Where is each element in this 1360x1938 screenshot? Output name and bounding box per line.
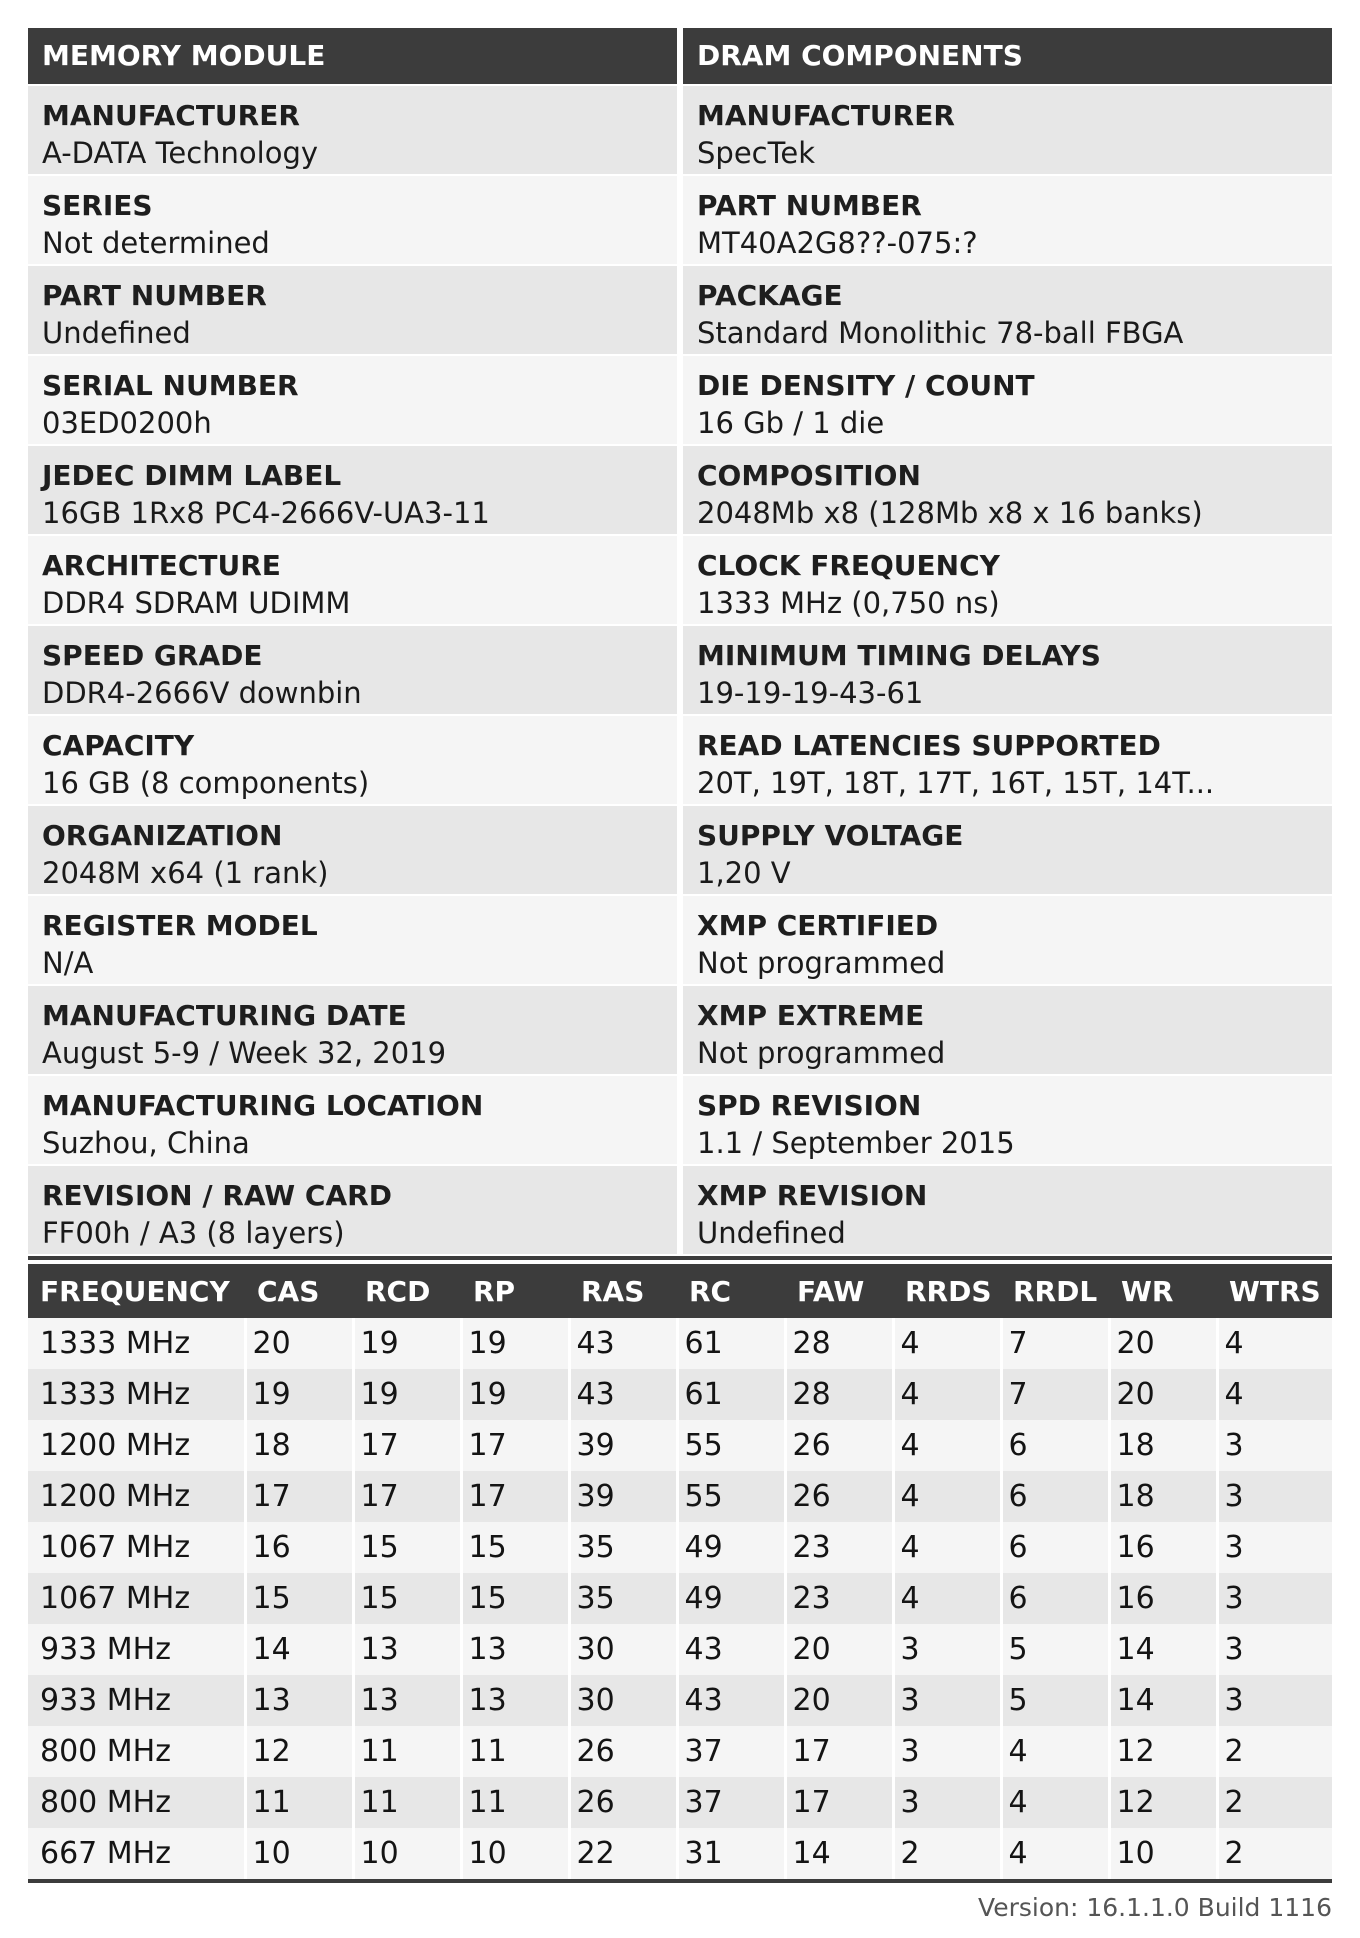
table-cell-wtrs: 3: [1217, 1675, 1332, 1726]
table-cell-frequency: 667 MHz: [28, 1828, 245, 1879]
table-cell-rc: 61: [677, 1369, 785, 1420]
dram-row-composition: [683, 444, 1332, 534]
table-cell-wr: 16: [1109, 1522, 1217, 1573]
field-value: 16 GB (8 components): [42, 766, 370, 800]
field-label: SERIAL NUMBER: [42, 369, 299, 402]
dram-row-xmp-certified: [683, 894, 1332, 984]
table-cell-rcd: 19: [353, 1318, 461, 1369]
timing-header-row: [28, 1264, 1332, 1318]
memory-module-row-speed-grade: [28, 624, 677, 714]
table-cell-wr: 18: [1109, 1420, 1217, 1471]
table-cell-cas: 13: [245, 1675, 353, 1726]
info-panels: [28, 28, 1332, 1254]
table-cell-frequency: 933 MHz: [28, 1624, 245, 1675]
table-cell-rrdl: 4: [1001, 1726, 1109, 1777]
table-cell-wtrs: 3: [1217, 1624, 1332, 1675]
table-cell-faw: 14: [785, 1828, 893, 1879]
table-cell-rc: 31: [677, 1828, 785, 1879]
field-value: 16 Gb / 1 die: [697, 406, 885, 440]
dram-row-xmp-extreme: [683, 984, 1332, 1074]
column-header-frequency: FREQUENCY: [28, 1264, 245, 1318]
dram-row-minimum-timing-delays: [683, 624, 1332, 714]
table-cell-wtrs: 2: [1217, 1828, 1332, 1879]
table-cell-frequency: 800 MHz: [28, 1777, 245, 1828]
table-row: [28, 1675, 1332, 1726]
dram-row-spd-revision: [683, 1074, 1332, 1164]
timing-table: [28, 1264, 1332, 1879]
table-row: [28, 1828, 1332, 1879]
field-label: XMP REVISION: [697, 1179, 928, 1212]
field-label: MANUFACTURING LOCATION: [42, 1089, 484, 1122]
field-label: SPD REVISION: [697, 1089, 922, 1122]
field-value: 20T, 19T, 18T, 17T, 16T, 15T, 14T...: [697, 766, 1215, 800]
table-cell-frequency: 1200 MHz: [28, 1471, 245, 1522]
table-cell-rp: 13: [461, 1624, 569, 1675]
table-cell-rcd: 13: [353, 1675, 461, 1726]
field-label: CAPACITY: [42, 729, 195, 762]
table-cell-wr: 12: [1109, 1726, 1217, 1777]
column-header-rcd: RCD: [353, 1264, 461, 1318]
column-header-rrdl: RRDL: [1001, 1264, 1109, 1318]
table-cell-rrds: 4: [893, 1369, 1001, 1420]
table-cell-frequency: 1333 MHz: [28, 1318, 245, 1369]
table-cell-wr: 18: [1109, 1471, 1217, 1522]
field-label: XMP EXTREME: [697, 999, 925, 1032]
spd-report: [28, 28, 1332, 1922]
field-label: MANUFACTURING DATE: [42, 999, 407, 1032]
dram-row-xmp-revision: [683, 1164, 1332, 1254]
dram-row-package: [683, 264, 1332, 354]
field-label: XMP CERTIFIED: [697, 909, 939, 942]
table-cell-faw: 17: [785, 1726, 893, 1777]
field-value: N/A: [42, 946, 94, 980]
table-cell-rrdl: 4: [1001, 1828, 1109, 1879]
table-row: [28, 1471, 1332, 1522]
table-cell-wtrs: 2: [1217, 1726, 1332, 1777]
field-value: Suzhou, China: [42, 1126, 250, 1160]
table-cell-ras: 30: [569, 1675, 677, 1726]
column-header-faw: FAW: [785, 1264, 893, 1318]
field-label: DIE DENSITY / COUNT: [697, 369, 1035, 402]
memory-module-row-jedec-dimm-label: [28, 444, 677, 534]
field-label: JEDEC DIMM LABEL: [42, 459, 342, 492]
table-cell-cas: 15: [245, 1573, 353, 1624]
table-cell-faw: 17: [785, 1777, 893, 1828]
table-cell-rcd: 15: [353, 1522, 461, 1573]
section-divider: [28, 1256, 1332, 1260]
memory-module-row-architecture: [28, 534, 677, 624]
table-cell-faw: 23: [785, 1573, 893, 1624]
column-header-cas: CAS: [245, 1264, 353, 1318]
table-cell-cas: 20: [245, 1318, 353, 1369]
memory-module-row-manufacturing-location: [28, 1074, 677, 1164]
table-cell-ras: 39: [569, 1471, 677, 1522]
field-value: 1333 MHz (0,750 ns): [697, 586, 1000, 620]
table-cell-rcd: 11: [353, 1777, 461, 1828]
table-cell-wr: 20: [1109, 1369, 1217, 1420]
table-cell-cas: 19: [245, 1369, 353, 1420]
table-row: [28, 1318, 1332, 1369]
field-value: 1.1 / September 2015: [697, 1126, 1015, 1160]
dram-row-part-number: [683, 174, 1332, 264]
table-cell-rp: 15: [461, 1573, 569, 1624]
field-label: SUPPLY VOLTAGE: [697, 819, 964, 852]
table-row: [28, 1522, 1332, 1573]
table-cell-faw: 26: [785, 1471, 893, 1522]
table-cell-rrds: 4: [893, 1420, 1001, 1471]
memory-module-row-part-number: [28, 264, 677, 354]
table-row: [28, 1777, 1332, 1828]
field-label: ORGANIZATION: [42, 819, 283, 852]
table-cell-cas: 16: [245, 1522, 353, 1573]
table-cell-ras: 30: [569, 1624, 677, 1675]
table-cell-rrds: 3: [893, 1675, 1001, 1726]
table-cell-rc: 49: [677, 1573, 785, 1624]
dram-row-clock-frequency: [683, 534, 1332, 624]
table-cell-wtrs: 3: [1217, 1522, 1332, 1573]
table-cell-rrdl: 6: [1001, 1522, 1109, 1573]
table-row: [28, 1726, 1332, 1777]
table-cell-rrdl: 7: [1001, 1318, 1109, 1369]
table-cell-wtrs: 3: [1217, 1420, 1332, 1471]
table-cell-rc: 43: [677, 1624, 785, 1675]
table-cell-rcd: 15: [353, 1573, 461, 1624]
field-value: Undefined: [697, 1216, 846, 1250]
memory-module-row-series: [28, 174, 677, 264]
dram-row-die-density-count: [683, 354, 1332, 444]
field-label: ARCHITECTURE: [42, 549, 281, 582]
table-cell-rcd: 17: [353, 1471, 461, 1522]
table-cell-ras: 26: [569, 1777, 677, 1828]
table-cell-cas: 11: [245, 1777, 353, 1828]
field-value: Not programmed: [697, 1036, 946, 1070]
table-cell-rp: 10: [461, 1828, 569, 1879]
field-label: MANUFACTURER: [697, 99, 955, 132]
version-label: Version: 16.1.1.0 Build 1116: [978, 1893, 1332, 1922]
table-cell-rrdl: 6: [1001, 1471, 1109, 1522]
table-cell-cas: 12: [245, 1726, 353, 1777]
column-header-ras: RAS: [569, 1264, 677, 1318]
table-cell-frequency: 1067 MHz: [28, 1573, 245, 1624]
table-cell-rrdl: 6: [1001, 1573, 1109, 1624]
table-cell-wtrs: 4: [1217, 1318, 1332, 1369]
memory-module-row-register-model: [28, 894, 677, 984]
table-cell-rcd: 10: [353, 1828, 461, 1879]
table-cell-rrdl: 5: [1001, 1675, 1109, 1726]
table-cell-rrds: 3: [893, 1726, 1001, 1777]
table-cell-rc: 49: [677, 1522, 785, 1573]
table-cell-ras: 39: [569, 1420, 677, 1471]
field-label: REVISION / RAW CARD: [42, 1179, 392, 1212]
table-cell-rrds: 4: [893, 1318, 1001, 1369]
table-row: [28, 1420, 1332, 1471]
memory-module-header: MEMORY MODULE: [28, 28, 677, 84]
field-value: Not determined: [42, 226, 270, 260]
field-label: COMPOSITION: [697, 459, 921, 492]
table-cell-rcd: 17: [353, 1420, 461, 1471]
field-value: 2048Mb x8 (128Mb x8 x 16 banks): [697, 496, 1203, 530]
table-cell-faw: 23: [785, 1522, 893, 1573]
table-cell-rrds: 2: [893, 1828, 1001, 1879]
table-row: [28, 1369, 1332, 1420]
field-value: Undefined: [42, 316, 191, 350]
dram-row-manufacturer: [683, 84, 1332, 174]
column-header-rrds: RRDS: [893, 1264, 1001, 1318]
table-cell-rrds: 4: [893, 1522, 1001, 1573]
table-cell-faw: 28: [785, 1369, 893, 1420]
table-cell-rc: 61: [677, 1318, 785, 1369]
table-cell-wr: 12: [1109, 1777, 1217, 1828]
memory-module-row-manufacturer: [28, 84, 677, 174]
table-cell-ras: 22: [569, 1828, 677, 1879]
field-label: REGISTER MODEL: [42, 909, 318, 942]
table-cell-rp: 19: [461, 1369, 569, 1420]
dram-components-panel: [683, 28, 1332, 1254]
table-cell-rp: 11: [461, 1777, 569, 1828]
field-label: PACKAGE: [697, 279, 843, 312]
table-cell-rcd: 13: [353, 1624, 461, 1675]
memory-module-rows: [28, 84, 677, 1254]
table-cell-wtrs: 4: [1217, 1369, 1332, 1420]
field-value: 03ED0200h: [42, 406, 212, 440]
table-cell-wtrs: 2: [1217, 1777, 1332, 1828]
field-label: READ LATENCIES SUPPORTED: [697, 729, 1161, 762]
field-label: SPEED GRADE: [42, 639, 263, 672]
table-cell-rc: 43: [677, 1675, 785, 1726]
table-cell-wr: 16: [1109, 1573, 1217, 1624]
table-cell-ras: 43: [569, 1369, 677, 1420]
field-value: A-DATA Technology: [42, 136, 319, 170]
table-cell-rp: 15: [461, 1522, 569, 1573]
table-cell-rcd: 19: [353, 1369, 461, 1420]
table-cell-rp: 17: [461, 1471, 569, 1522]
field-value: Not programmed: [697, 946, 946, 980]
table-cell-ras: 35: [569, 1522, 677, 1573]
table-cell-faw: 28: [785, 1318, 893, 1369]
field-label: SERIES: [42, 189, 153, 222]
table-cell-frequency: 1200 MHz: [28, 1420, 245, 1471]
table-cell-rrds: 4: [893, 1573, 1001, 1624]
table-cell-rc: 55: [677, 1471, 785, 1522]
table-bottom-rule: [28, 1879, 1332, 1883]
field-value: 1,20 V: [697, 856, 791, 890]
table-cell-rc: 37: [677, 1726, 785, 1777]
dram-components-rows: [683, 84, 1332, 1254]
table-cell-rrds: 3: [893, 1777, 1001, 1828]
column-header-rp: RP: [461, 1264, 569, 1318]
field-value: August 5-9 / Week 32, 2019: [42, 1036, 447, 1070]
field-label: PART NUMBER: [42, 279, 267, 312]
table-cell-rrds: 4: [893, 1471, 1001, 1522]
column-header-wr: WR: [1109, 1264, 1217, 1318]
table-cell-rrdl: 6: [1001, 1420, 1109, 1471]
column-header-wtrs: WTRS: [1217, 1264, 1332, 1318]
table-cell-rp: 11: [461, 1726, 569, 1777]
dram-row-supply-voltage: [683, 804, 1332, 894]
table-cell-rrdl: 4: [1001, 1777, 1109, 1828]
field-label: PART NUMBER: [697, 189, 922, 222]
table-cell-rrdl: 7: [1001, 1369, 1109, 1420]
table-row: [28, 1573, 1332, 1624]
table-cell-rc: 55: [677, 1420, 785, 1471]
memory-module-row-organization: [28, 804, 677, 894]
memory-module-panel: [28, 28, 677, 1254]
memory-module-row-serial-number: [28, 354, 677, 444]
timing-body: [28, 1318, 1332, 1879]
field-value: DDR4-2666V downbin: [42, 676, 362, 710]
dram-row-read-latencies-supported: [683, 714, 1332, 804]
table-cell-rc: 37: [677, 1777, 785, 1828]
table-cell-cas: 17: [245, 1471, 353, 1522]
table-cell-faw: 20: [785, 1624, 893, 1675]
field-value: FF00h / A3 (8 layers): [42, 1216, 345, 1250]
field-value: MT40A2G8??-075:?: [697, 226, 978, 260]
memory-module-row-capacity: [28, 714, 677, 804]
table-cell-frequency: 1333 MHz: [28, 1369, 245, 1420]
table-cell-ras: 26: [569, 1726, 677, 1777]
table-cell-frequency: 1067 MHz: [28, 1522, 245, 1573]
table-cell-faw: 26: [785, 1420, 893, 1471]
column-header-rc: RC: [677, 1264, 785, 1318]
table-cell-frequency: 933 MHz: [28, 1675, 245, 1726]
table-cell-wtrs: 3: [1217, 1573, 1332, 1624]
table-cell-wr: 10: [1109, 1828, 1217, 1879]
field-label: MANUFACTURER: [42, 99, 300, 132]
table-cell-wtrs: 3: [1217, 1471, 1332, 1522]
table-cell-cas: 10: [245, 1828, 353, 1879]
field-value: SpecTek: [697, 136, 816, 170]
field-label: MINIMUM TIMING DELAYS: [697, 639, 1101, 672]
field-value: 19-19-19-43-61: [697, 676, 924, 710]
field-value: 16GB 1Rx8 PC4-2666V-UA3-11: [42, 496, 490, 530]
table-cell-faw: 20: [785, 1675, 893, 1726]
table-cell-rp: 17: [461, 1420, 569, 1471]
table-cell-wr: 14: [1109, 1675, 1217, 1726]
memory-module-row-manufacturing-date: [28, 984, 677, 1074]
field-label: CLOCK FREQUENCY: [697, 549, 1000, 582]
table-cell-wr: 14: [1109, 1624, 1217, 1675]
table-cell-ras: 35: [569, 1573, 677, 1624]
field-value: 2048M x64 (1 rank): [42, 856, 329, 890]
table-cell-cas: 18: [245, 1420, 353, 1471]
field-value: DDR4 SDRAM UDIMM: [42, 586, 351, 620]
dram-components-header: DRAM COMPONENTS: [683, 28, 1332, 84]
table-cell-wr: 20: [1109, 1318, 1217, 1369]
table-cell-ras: 43: [569, 1318, 677, 1369]
table-cell-rp: 19: [461, 1318, 569, 1369]
field-value: Standard Monolithic 78-ball FBGA: [697, 316, 1184, 350]
table-cell-rcd: 11: [353, 1726, 461, 1777]
table-row: [28, 1624, 1332, 1675]
table-cell-frequency: 800 MHz: [28, 1726, 245, 1777]
table-cell-rp: 13: [461, 1675, 569, 1726]
memory-module-row-revision-raw-card: [28, 1164, 677, 1254]
table-cell-rrds: 3: [893, 1624, 1001, 1675]
table-cell-cas: 14: [245, 1624, 353, 1675]
table-cell-rrdl: 5: [1001, 1624, 1109, 1675]
